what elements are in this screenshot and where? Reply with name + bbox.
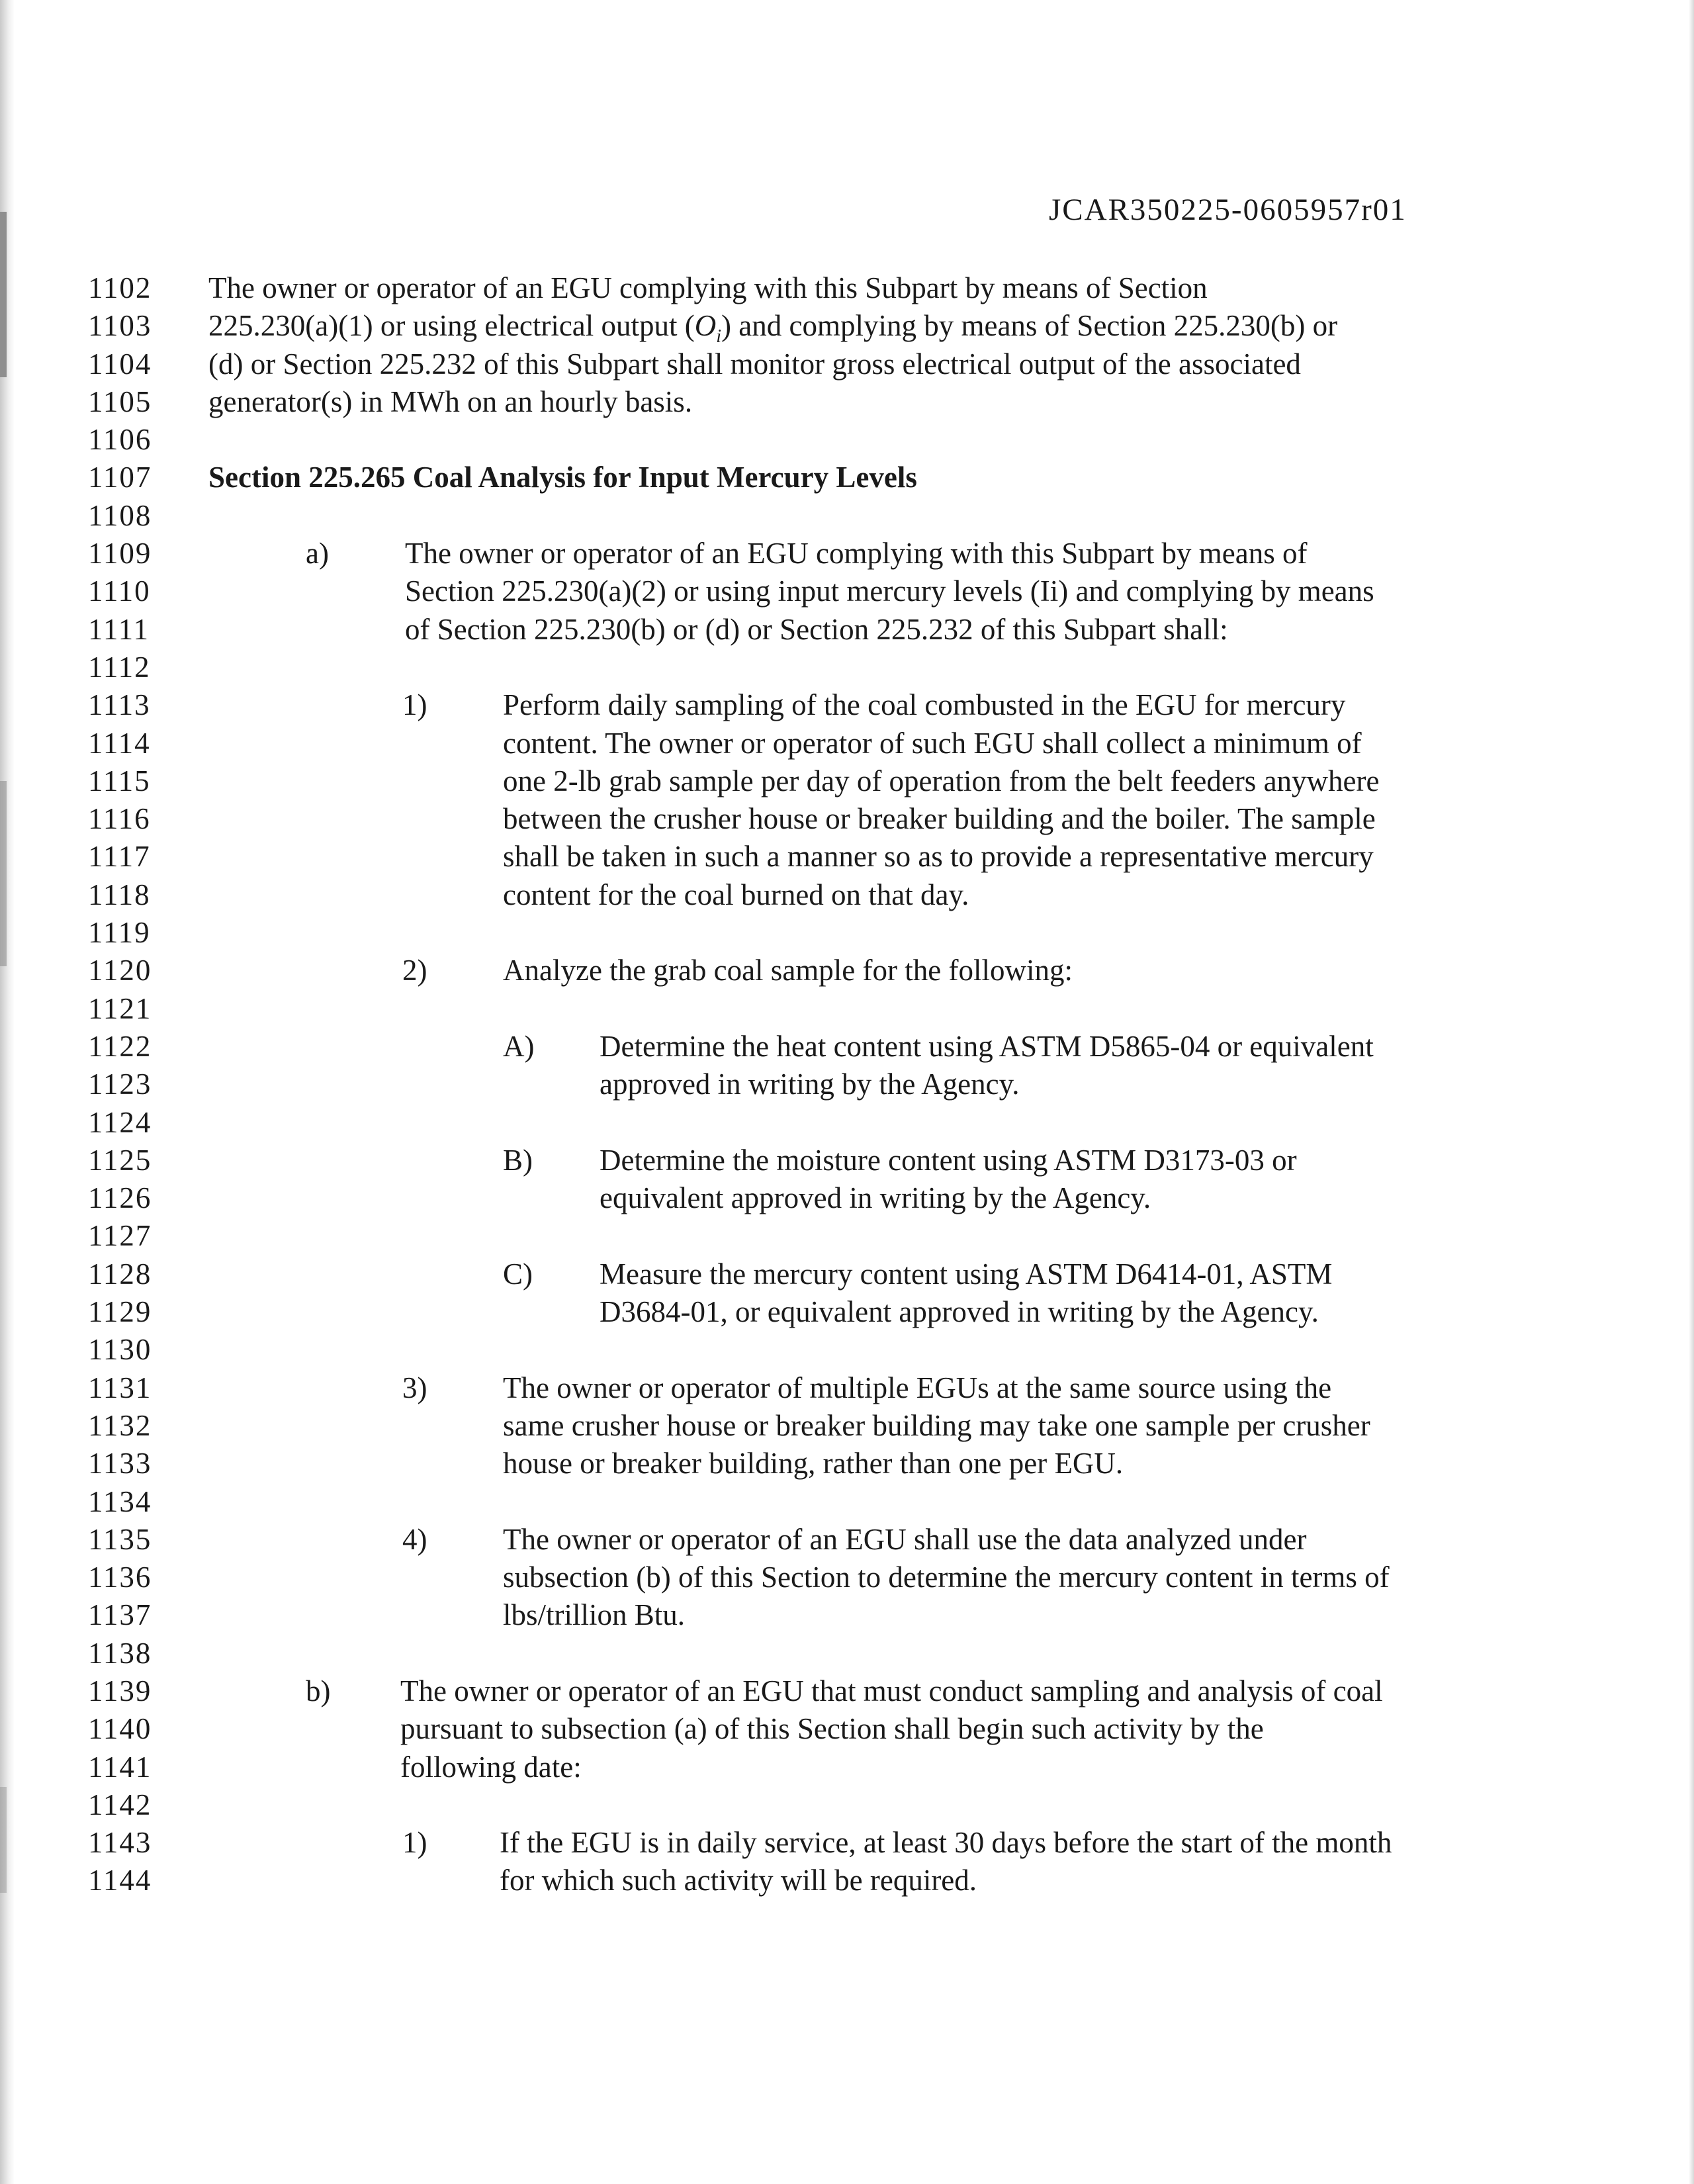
text-line: A) Determine the heat content using ASTM D5865-04 or equivalent (0, 1028, 1694, 1066)
item-marker: 2) (402, 954, 427, 987)
line-number: 1121 (88, 991, 152, 1025)
text-line: approved in writing by the Agency. (600, 1068, 1020, 1101)
text-line: C) Measure the mercury content using ASTM D6414-01, ASTM (0, 1255, 1694, 1293)
text-line: a) The owner or operator of an EGU complying with this Subpart by means of (0, 535, 1694, 572)
line-number: 1144 (88, 1864, 152, 1897)
text-line: b) The owner or operator of an EGU that must conduct sampling and analysis of coal (0, 1672, 1694, 1710)
item-marker: 4) (402, 1522, 427, 1556)
text-line: following date: (400, 1750, 582, 1784)
line-number: 1103 (88, 309, 152, 343)
output-symbol: O (694, 309, 717, 343)
blank-line (0, 1483, 1694, 1521)
subitem-marker: A) (503, 1029, 535, 1063)
line-number: 1102 (88, 271, 152, 304)
document-body (0, 269, 1694, 1900)
line-number: 1123 (88, 1068, 152, 1101)
text-line: house or breaker building, rather than one per EGU. (503, 1447, 1124, 1480)
line-number: 1130 (88, 1333, 152, 1367)
line-number: 1142 (88, 1788, 152, 1821)
blank-line (0, 1786, 1694, 1824)
text-line: of Section 225.230(b) or (d) or Section 225.232 of this Subpart shall: (405, 612, 1228, 646)
blank-line (0, 497, 1694, 535)
line-number: 1120 (88, 954, 152, 987)
text-line: equivalent approved in writing by the Agency. (600, 1181, 1151, 1215)
line-number: 1137 (88, 1598, 152, 1632)
text-line: pursuant to subsection (a) of this Section shall begin such activity by the (400, 1712, 1264, 1746)
text-line: content for the coal burned on that day. (503, 878, 969, 911)
line-number: 1119 (88, 916, 151, 950)
blank-line (0, 1104, 1694, 1142)
subitem-marker: B) (503, 1143, 533, 1177)
section-heading: Section 225.265 Coal Analysis for Input Mercury Levels (208, 461, 917, 494)
line-number: 1114 (88, 726, 151, 760)
blank-line (0, 1217, 1694, 1255)
line-number: 1139 (88, 1674, 152, 1707)
text-line: 4) The owner or operator of an EGU shall use the data analyzed under (0, 1521, 1694, 1559)
line-number: 1127 (88, 1219, 152, 1253)
text-line: 1) If the EGU is in daily service, at least 30 days before the start of the month (0, 1824, 1694, 1862)
line-number: 1143 (88, 1826, 152, 1860)
text-line: for which such activity will be required. (500, 1864, 977, 1897)
line-number: 1113 (88, 688, 151, 722)
line-number: 1105 (88, 385, 152, 418)
blank-line (0, 1635, 1694, 1672)
item-marker: 1) (402, 688, 427, 722)
line-number: 1115 (88, 764, 151, 797)
blank-line (0, 421, 1694, 459)
blank-line (0, 1331, 1694, 1369)
text-line: 1) Perform daily sampling of the coal combusted in the EGU for mercury (0, 686, 1694, 724)
item-marker: 3) (402, 1371, 427, 1404)
text-line: (d) or Section 225.232 of this Subpart shall monitor gross electrical output of the associated (208, 347, 1301, 381)
line-number: 1110 (88, 574, 151, 608)
line-number: 1106 (88, 423, 152, 457)
blank-line (0, 914, 1694, 952)
text-line: Section 225.230(a)(2) or using input mercury levels (Ii) and complying by means (405, 574, 1374, 608)
text-line: The owner or operator of an EGU complying with this Subpart by means of Section (208, 271, 1208, 304)
text-line: D3684-01, or equivalent approved in writing by the Agency. (600, 1295, 1319, 1329)
line-number: 1111 (88, 612, 150, 646)
line-number: 1116 (88, 802, 151, 836)
line-number: 1131 (88, 1371, 152, 1404)
text-line: B) Determine the moisture content using ASTM D3173-03 or (0, 1142, 1694, 1179)
line-number: 1132 (88, 1408, 152, 1442)
blank-line (0, 649, 1694, 686)
blank-line (0, 990, 1694, 1028)
document-id-header: JCAR350225-0605957r01 (1049, 193, 1407, 227)
line-number: 1124 (88, 1105, 152, 1139)
text-line: one 2-lb grab sample per day of operation from the belt feeders anywhere (503, 764, 1380, 797)
line-number: 1140 (88, 1712, 152, 1746)
line-number: 1141 (88, 1750, 152, 1784)
line-number: 1108 (88, 498, 152, 532)
line-number: 1133 (88, 1447, 152, 1480)
text-line: between the crusher house or breaker building and the boiler. The sample (503, 802, 1376, 836)
line-number: 1128 (88, 1257, 152, 1291)
text-line: content. The owner or operator of such EGU shall collect a minimum of (503, 726, 1362, 760)
line-number: 1112 (88, 650, 151, 684)
line-number: 1129 (88, 1295, 152, 1329)
text-line: 225.230(a)(1) or using electrical output $(O_i)$ and complying by means of Section 225.230(b) or (208, 309, 1338, 347)
text-line: same crusher house or breaker building may take one sample per crusher (503, 1408, 1370, 1442)
text-line: 2) Analyze the grab coal sample for the following: (0, 952, 1694, 989)
line-number: 1122 (88, 1029, 152, 1063)
line-number: 1117 (88, 840, 151, 874)
line-number: 1136 (88, 1561, 152, 1594)
text-line: subsection (b) of this Section to determine the mercury content in terms of (503, 1561, 1390, 1594)
text-line: 3) The owner or operator of multiple EGUs at the same source using the (0, 1369, 1694, 1407)
subsection-marker: a) (306, 537, 329, 570)
line-number: 1126 (88, 1181, 152, 1215)
text-line: generator(s) in MWh on an hourly basis. (208, 385, 693, 418)
line-number: 1138 (88, 1636, 152, 1670)
line-number: 1135 (88, 1522, 152, 1556)
item-marker: 1) (402, 1826, 427, 1860)
subsection-marker: b) (306, 1674, 331, 1707)
line-number: 1104 (88, 347, 152, 381)
subitem-marker: C) (503, 1257, 533, 1291)
line-number: 1107 (88, 461, 152, 494)
text-line: lbs/trillion Btu. (503, 1598, 686, 1632)
line-number: 1118 (88, 878, 151, 911)
line-number: 1109 (88, 537, 152, 570)
line-number: 1125 (88, 1143, 152, 1177)
text-line: shall be taken in such a manner so as to provide a representative mercury (503, 840, 1374, 874)
line-number: 1134 (88, 1484, 152, 1518)
